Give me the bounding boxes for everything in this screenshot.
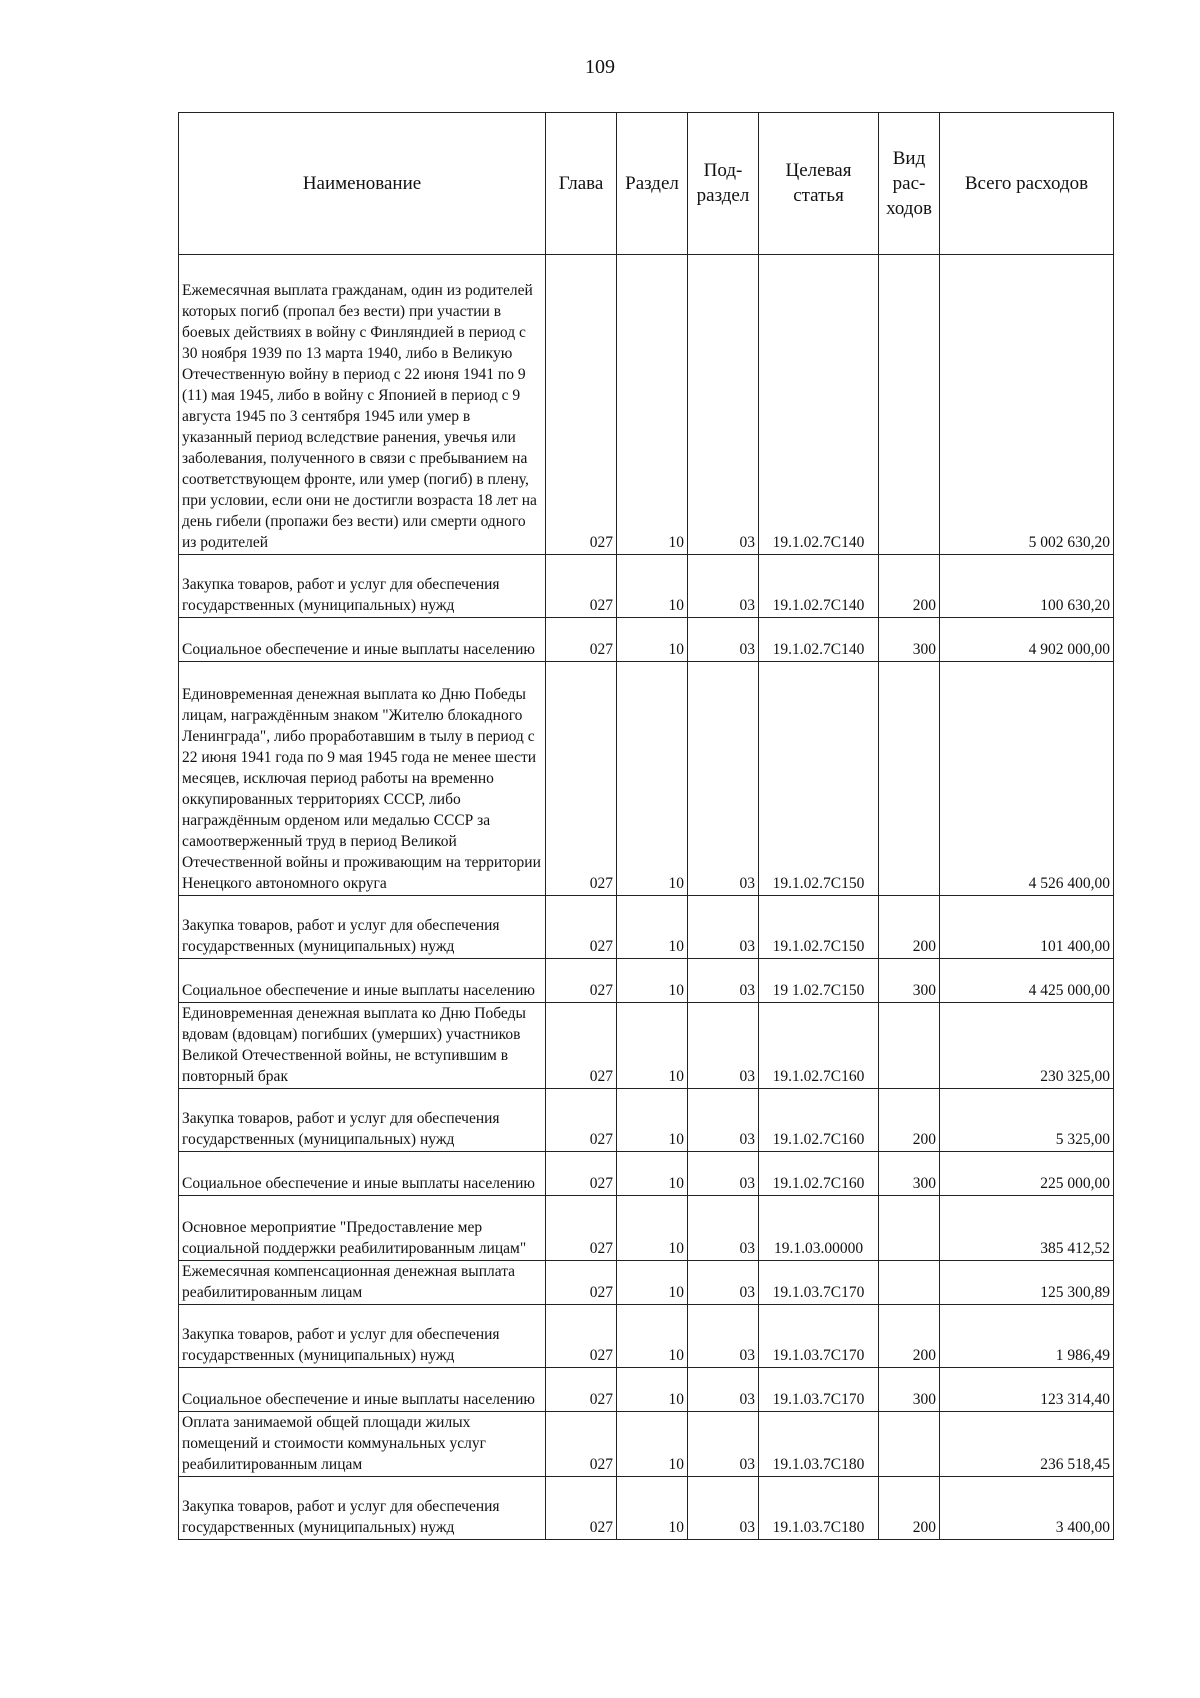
row-type: 300: [879, 1368, 940, 1412]
row-section: 10: [617, 1305, 688, 1368]
budget-table: [178, 112, 1114, 1540]
row-total: 4 425 000,00: [940, 959, 1114, 1003]
row-total: 3 400,00: [940, 1477, 1114, 1540]
row-type: [879, 662, 940, 896]
row-target: 19.1.02.7С150: [759, 662, 879, 896]
row-section: 10: [617, 1152, 688, 1196]
row-name: Единовременная денежная выплата ко Дню Победы вдовам (вдовцам) погибших (умерших) участников Великой Отечественной войны, не вступившим в повторный брак: [179, 1003, 546, 1089]
row-name: Основное мероприятие "Предоставление мер социальной поддержки реабилитированным лицам": [179, 1196, 546, 1261]
row-type: 200: [879, 1089, 940, 1152]
row-type: [879, 1412, 940, 1477]
row-target: 19 1.02.7С150: [759, 959, 879, 1003]
row-name: Ежемесячная выплата гражданам, один из родителей которых погиб (пропал без вести) при участии в боевых действиях в войну с Финляндией в период с 30 ноября 1939 по 13 марта 1940, либо в Великую Отечественную войну в период с 22 июня 1941 по 9 (11) мая 1945, либо в войну с Японией в период с 9 августа 1945 по 3 сентября 1945 или умер в указанный период вследствие ранения, увечья или заболевания, полученного в связи с пребыванием на соответствующем фронте, или умер (погиб) в плену, при условии, если они не достигли возраста 18 лет на день гибели (пропажи без вести) или смерти одного из родителей: [179, 255, 546, 555]
row-subsection: 03: [688, 1412, 759, 1477]
row-name: Закупка товаров, работ и услуг для обеспечения государственных (муниципальных) нужд: [179, 555, 546, 618]
row-name: Единовременная денежная выплата ко Дню Победы лицам, награждённым знаком "Жителю блокадного Ленинграда", либо проработавшим в тылу в период с 22 июня 1941 года по 9 мая 1945 года не менее шести месяцев, исключая период работы на временно оккупированных территориях СССР, либо награждённым орденом или медалью СССР за самоотверженный труд в период Великой Отечественной войны и проживающим на территории Ненецкого автономного округа: [179, 662, 546, 896]
row-chapter: 027: [546, 1412, 617, 1477]
table-row: [179, 1261, 1114, 1305]
row-name: Социальное обеспечение и иные выплаты населению: [179, 959, 546, 1003]
row-name: Социальное обеспечение и иные выплаты населению: [179, 618, 546, 662]
page-number: 109: [585, 56, 615, 78]
header-subsection: Под- раздел: [688, 113, 759, 255]
row-total: 4 526 400,00: [940, 662, 1114, 896]
table-row: [179, 1477, 1114, 1540]
row-type: 300: [879, 1152, 940, 1196]
row-subsection: 03: [688, 662, 759, 896]
row-total: 100 630,20: [940, 555, 1114, 618]
table-row: [179, 1152, 1114, 1196]
row-name: Закупка товаров, работ и услуг для обеспечения государственных (муниципальных) нужд: [179, 1089, 546, 1152]
table-row: [179, 618, 1114, 662]
row-chapter: 027: [546, 959, 617, 1003]
row-subsection: 03: [688, 618, 759, 662]
row-total: 230 325,00: [940, 1003, 1114, 1089]
row-subsection: 03: [688, 555, 759, 618]
header-section: Раздел: [617, 113, 688, 255]
row-total: 5 002 630,20: [940, 255, 1114, 555]
header-type: Вид рас- ходов: [879, 113, 940, 255]
row-section: 10: [617, 1196, 688, 1261]
table-row: [179, 555, 1114, 618]
row-type: [879, 1003, 940, 1089]
row-subsection: 03: [688, 1196, 759, 1261]
row-section: 10: [617, 618, 688, 662]
row-chapter: 027: [546, 1368, 617, 1412]
row-chapter: 027: [546, 618, 617, 662]
row-total: 225 000,00: [940, 1152, 1114, 1196]
row-target: 19.1.02.7С160: [759, 1089, 879, 1152]
row-type: [879, 1196, 940, 1261]
row-target: 19.1.02.7С140: [759, 555, 879, 618]
row-total: 123 314,40: [940, 1368, 1114, 1412]
row-type: [879, 1261, 940, 1305]
row-target: 19.1.02.7С160: [759, 1003, 879, 1089]
header-total: Всего расходов: [940, 113, 1114, 255]
row-chapter: 027: [546, 1477, 617, 1540]
row-name: Закупка товаров, работ и услуг для обеспечения государственных (муниципальных) нужд: [179, 896, 546, 959]
row-section: 10: [617, 1368, 688, 1412]
row-target: 19.1.02.7С150: [759, 896, 879, 959]
row-section: 10: [617, 896, 688, 959]
row-section: 10: [617, 1412, 688, 1477]
row-total: 236 518,45: [940, 1412, 1114, 1477]
row-chapter: 027: [546, 1003, 617, 1089]
row-section: 10: [617, 1089, 688, 1152]
row-chapter: 027: [546, 1089, 617, 1152]
row-subsection: 03: [688, 1305, 759, 1368]
row-name: Ежемесячная компенсационная денежная выплата реабилитированным лицам: [179, 1261, 546, 1305]
row-total: 385 412,52: [940, 1196, 1114, 1261]
header-chapter: Глава: [546, 113, 617, 255]
row-section: 10: [617, 1261, 688, 1305]
row-target: 19.1.02.7С140: [759, 255, 879, 555]
row-type: 200: [879, 896, 940, 959]
row-target: 19.1.03.7С180: [759, 1477, 879, 1540]
row-subsection: 03: [688, 1089, 759, 1152]
row-subsection: 03: [688, 1003, 759, 1089]
table-row: [179, 959, 1114, 1003]
row-total: 101 400,00: [940, 896, 1114, 959]
table-row: [179, 255, 1114, 555]
row-target: 19.1.03.7С170: [759, 1305, 879, 1368]
row-total: 5 325,00: [940, 1089, 1114, 1152]
row-type: 300: [879, 618, 940, 662]
row-target: 19.1.02.7С160: [759, 1152, 879, 1196]
row-total: 1 986,49: [940, 1305, 1114, 1368]
row-subsection: 03: [688, 1368, 759, 1412]
table-row: [179, 1196, 1114, 1261]
row-type: 200: [879, 1305, 940, 1368]
row-section: 10: [617, 662, 688, 896]
row-subsection: 03: [688, 255, 759, 555]
table-header-row: [179, 113, 1114, 255]
row-subsection: 03: [688, 1477, 759, 1540]
row-total: 125 300,89: [940, 1261, 1114, 1305]
row-type: 300: [879, 959, 940, 1003]
row-section: 10: [617, 255, 688, 555]
row-chapter: 027: [546, 555, 617, 618]
row-name: Закупка товаров, работ и услуг для обеспечения государственных (муниципальных) нужд: [179, 1305, 546, 1368]
row-name: Социальное обеспечение и иные выплаты населению: [179, 1368, 546, 1412]
row-subsection: 03: [688, 1261, 759, 1305]
row-subsection: 03: [688, 896, 759, 959]
row-subsection: 03: [688, 959, 759, 1003]
row-type: 200: [879, 555, 940, 618]
table-row: [179, 1089, 1114, 1152]
header-name: Наименование: [179, 113, 546, 255]
row-target: 19.1.03.7С170: [759, 1368, 879, 1412]
table-row: [179, 896, 1114, 959]
row-section: 10: [617, 959, 688, 1003]
row-section: 10: [617, 1003, 688, 1089]
row-type: [879, 255, 940, 555]
row-total: 4 902 000,00: [940, 618, 1114, 662]
row-subsection: 03: [688, 1152, 759, 1196]
row-name: Закупка товаров, работ и услуг для обеспечения государственных (муниципальных) нужд: [179, 1477, 546, 1540]
row-name: Оплата занимаемой общей площади жилых помещений и стоимости коммунальных услуг реабилитированным лицам: [179, 1412, 546, 1477]
table-row: [179, 1305, 1114, 1368]
row-chapter: 027: [546, 255, 617, 555]
row-target: 19.1.03.7С170: [759, 1261, 879, 1305]
table-row: [179, 1368, 1114, 1412]
table-row: [179, 662, 1114, 896]
row-type: 200: [879, 1477, 940, 1540]
header-target: Целевая статья: [759, 113, 879, 255]
row-chapter: 027: [546, 896, 617, 959]
row-target: 19.1.02.7С140: [759, 618, 879, 662]
row-target: 19.1.03.7С180: [759, 1412, 879, 1477]
row-chapter: 027: [546, 1196, 617, 1261]
table-row: [179, 1412, 1114, 1477]
row-chapter: 027: [546, 1152, 617, 1196]
row-section: 10: [617, 555, 688, 618]
row-section: 10: [617, 1477, 688, 1540]
table-row: [179, 1003, 1114, 1089]
row-chapter: 027: [546, 1261, 617, 1305]
row-chapter: 027: [546, 1305, 617, 1368]
row-chapter: 027: [546, 662, 617, 896]
row-target: 19.1.03.00000: [759, 1196, 879, 1261]
row-name: Социальное обеспечение и иные выплаты населению: [179, 1152, 546, 1196]
